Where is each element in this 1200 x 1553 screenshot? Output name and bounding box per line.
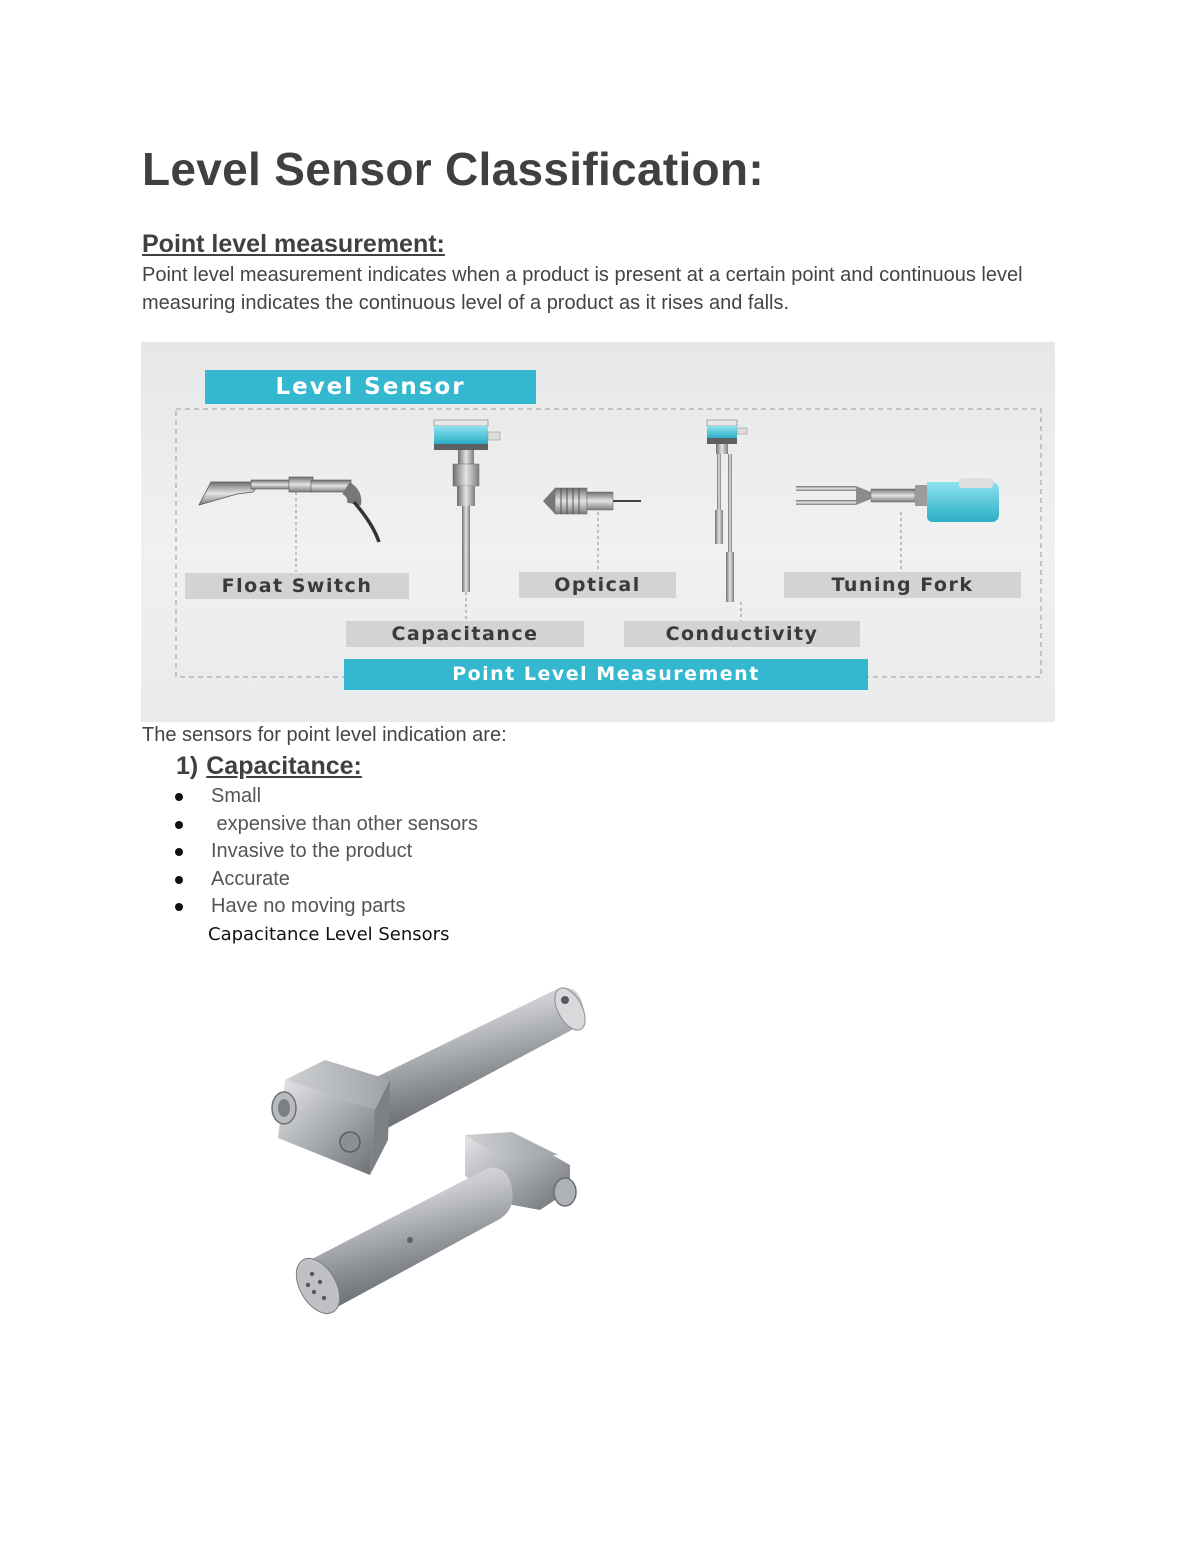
sensor-lower xyxy=(287,1132,576,1321)
bullet-icon xyxy=(175,793,183,801)
sensor-upper xyxy=(272,983,591,1175)
bullet-icon xyxy=(175,876,183,884)
capacitance-heading xyxy=(176,752,362,781)
label-float-switch: Float Switch xyxy=(185,573,409,599)
tuning-fork-illustration xyxy=(796,478,999,522)
bullet-icon xyxy=(175,903,183,911)
dashed-frame xyxy=(176,409,1041,677)
bullet-icon xyxy=(175,821,183,829)
label-capacitance: Capacitance xyxy=(346,621,584,647)
section-paragraph: Point level measurement indicates when a product is present at a certain point and continuous level measuring indicates the continuous level of a product as it rises and falls. xyxy=(142,264,1023,314)
heading-label: Capacitance: xyxy=(206,752,362,780)
bullet-icon xyxy=(175,848,183,856)
float-switch-illustration xyxy=(199,477,379,542)
label-optical: Optical xyxy=(519,572,676,598)
page-title: Level Sensor Classification: xyxy=(142,143,764,195)
level-sensor-figure xyxy=(141,342,1055,722)
sensor-intro-text: The sensors for point level indication are: xyxy=(142,724,507,746)
capacitance-illustration xyxy=(434,420,500,592)
document-page: Level Sensor Classification: Point level measurement: Point level measurement indicates when a product is present at a certain point and continuous level measuring indicates the continuous level of a product as it rises and falls. Level Sensor Float Switch Optical Tuning Fork Capacitance Conductivity Point Level Measurement The sensors for point level indication are: 1) Capacitance: Small expensive than other sensors Invasive to the product Accurate Have no moving parts Capacitance Level Sensors xyxy=(0,0,1200,1553)
conductivity-illustration xyxy=(707,420,747,602)
figure-title-banner: Level Sensor xyxy=(205,370,536,404)
figure-footer-banner: Point Level Measurement xyxy=(344,659,868,690)
leader-lines xyxy=(296,492,901,624)
label-conductivity: Conductivity xyxy=(624,621,860,647)
capacitance-sensor-photo xyxy=(240,960,620,1360)
label-tuning-fork: Tuning Fork xyxy=(784,572,1021,598)
image-caption: Capacitance Level Sensors xyxy=(208,924,450,945)
heading-number: 1) xyxy=(176,752,199,780)
optical-illustration xyxy=(543,488,641,514)
section-heading: Point level measurement: xyxy=(142,230,445,258)
